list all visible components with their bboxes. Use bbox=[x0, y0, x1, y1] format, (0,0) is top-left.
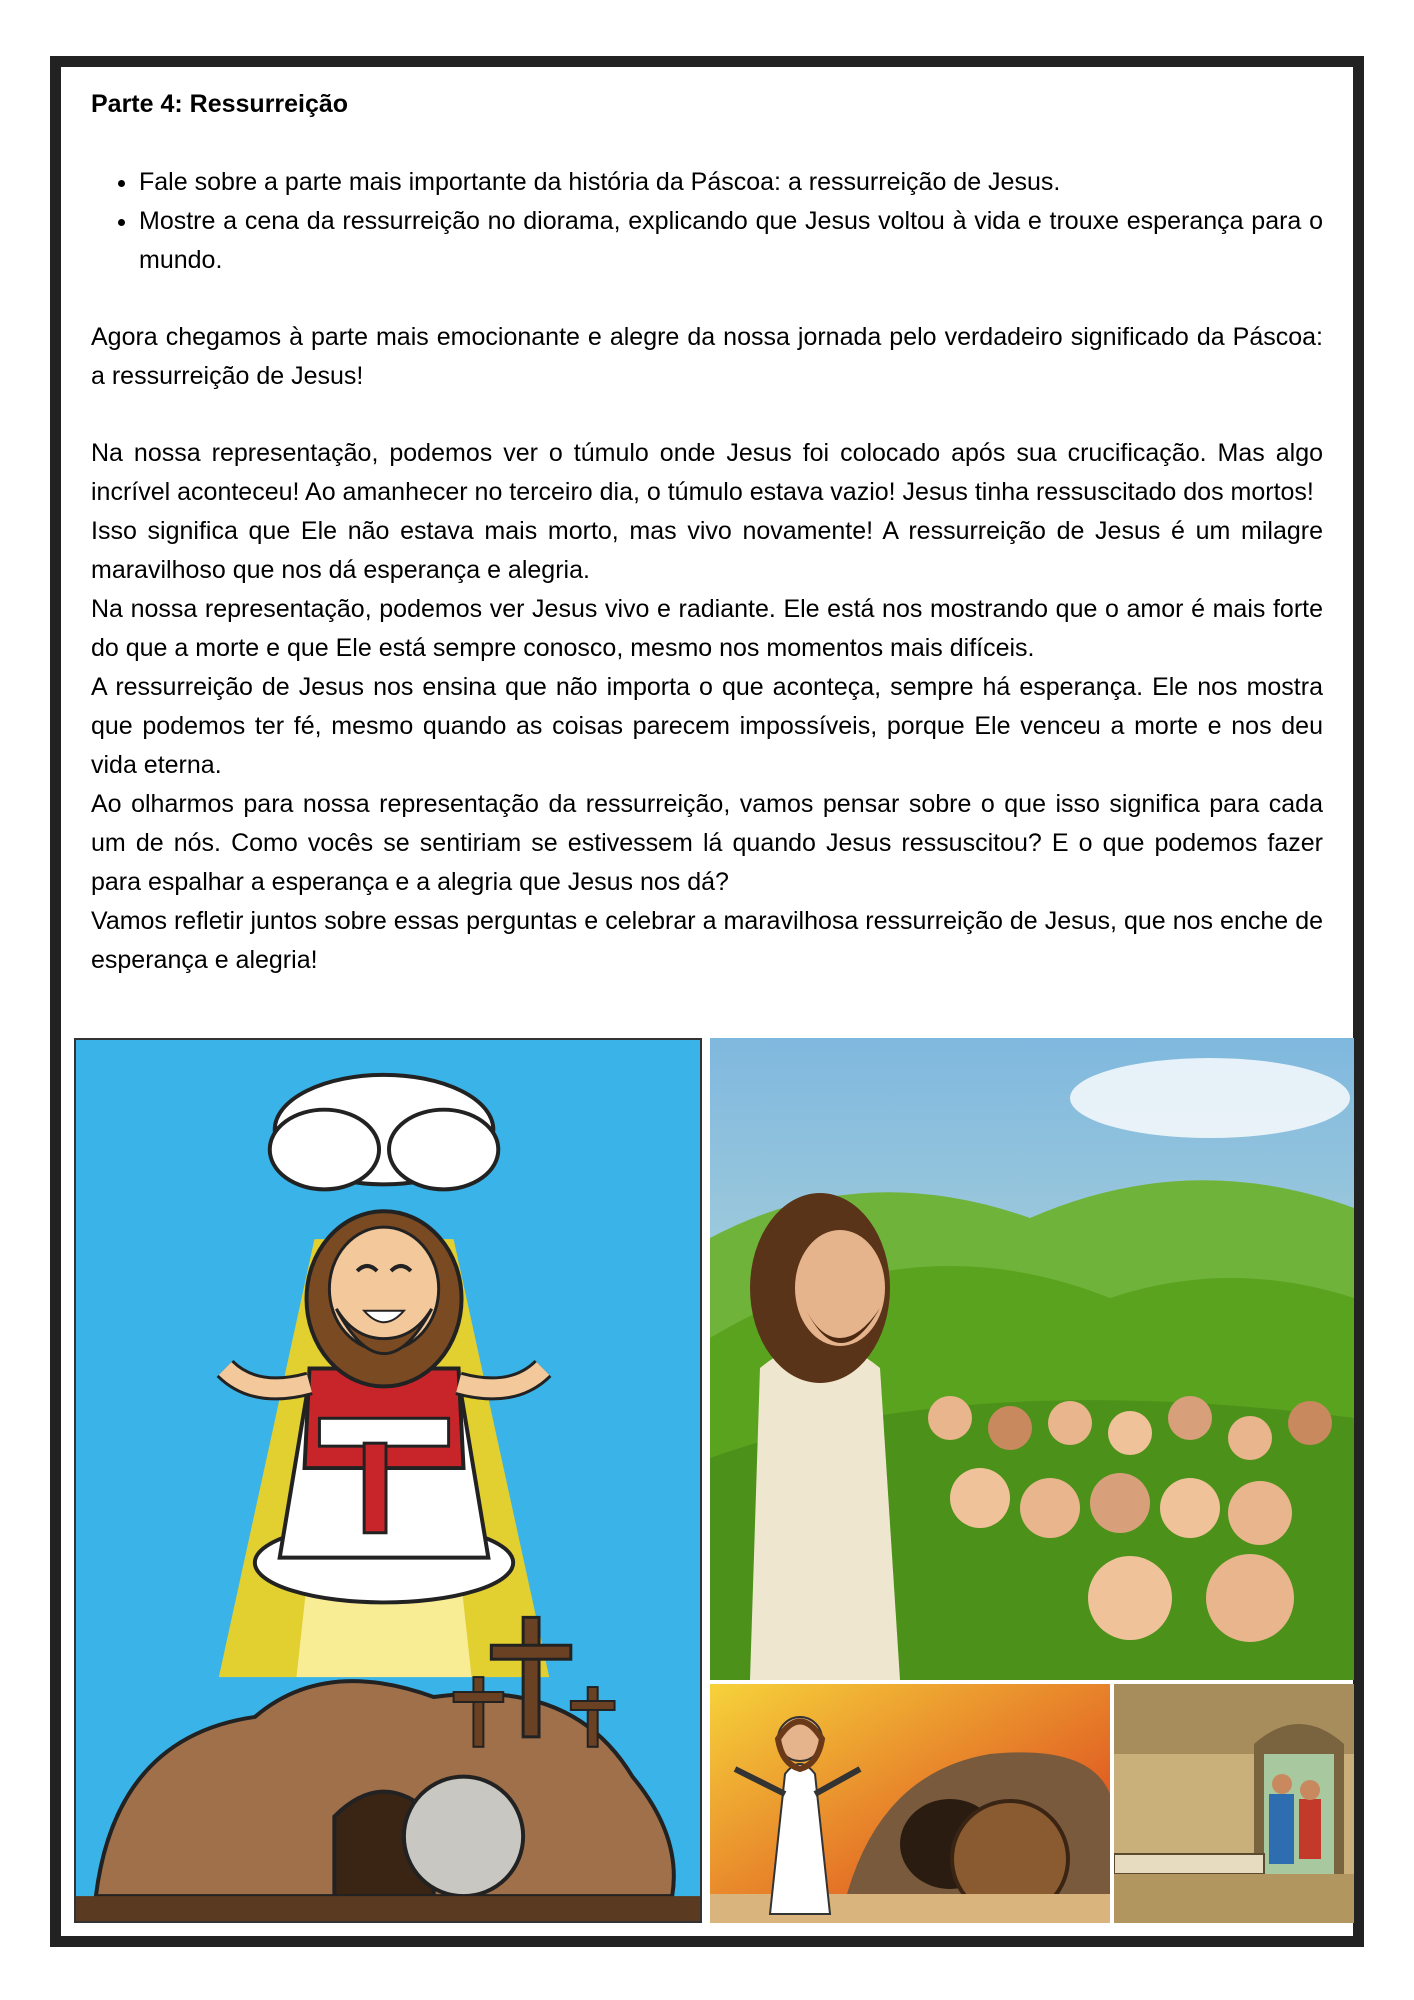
body-paragraph: Na nossa representação, podemos ver o túmulo onde Jesus foi colocado após sua crucificação. Mas algo incrível aconteceu! Ao amanhecer no terceiro dia, o túmulo estava vazio! Jesus tinha ressuscitado dos mortos! bbox=[91, 439, 1323, 506]
instruction-item: • Mostre a cena da ressurreição no diorama, explicando que Jesus voltou à vida e trouxe esperança para o mundo. bbox=[139, 202, 1323, 280]
rolled-stone-image bbox=[710, 1684, 1110, 1923]
body-paragraph: Vamos refletir juntos sobre essas perguntas e celebrar a maravilhosa ressurreição de Jesus, que nos enche de esperança e alegria! bbox=[91, 907, 1323, 974]
intro-paragraph: Agora chegamos à parte mais emocionante e alegre da nossa jornada pelo verdadeiro significado da Páscoa: a ressurreição de Jesus! bbox=[91, 323, 1323, 390]
hillside-children-image bbox=[710, 1038, 1354, 1680]
body-paragraph: Na nossa representação, podemos ver Jesus vivo e radiante. Ele está nos mostrando que o amor é mais forte do que a morte e que Ele está sempre conosco, mesmo nos momentos mais difíceis. bbox=[91, 595, 1323, 662]
illustration-collage bbox=[74, 1038, 1354, 1923]
section-heading: Parte 4: Ressurreição bbox=[91, 90, 349, 118]
page-frame bbox=[50, 56, 1364, 1947]
body-paragraph: A ressurreição de Jesus nos ensina que não importa o que aconteça, sempre há esperança. Ele nos mostra que podemos ter fé, mesmo quando as coisas parecem impossíveis, porque Ele venceu a morte e nos deu vida eterna. bbox=[91, 673, 1323, 779]
document-content bbox=[91, 85, 1323, 980]
empty-tomb-disciples-image bbox=[1114, 1684, 1354, 1923]
instruction-list bbox=[91, 163, 1323, 280]
body-paragraph: Ao olharmos para nossa representação da ressurreição, vamos pensar sobre o que isso significa para cada um de nós. Como vocês se sentiriam se estivessem lá quando Jesus ressuscitou? E o que podemos fazer para espalhar a esperança e a alegria que Jesus nos dá? bbox=[91, 790, 1323, 896]
instruction-item: • Fale sobre a parte mais importante da história da Páscoa: a ressurreição de Jesus. bbox=[139, 163, 1323, 202]
cartoon-resurrection-image bbox=[74, 1038, 702, 1923]
body-paragraph: Isso significa que Ele não estava mais morto, mas vivo novamente! A ressurreição de Jesus é um milagre maravilhoso que nos dá esperança e alegria. bbox=[91, 517, 1323, 584]
